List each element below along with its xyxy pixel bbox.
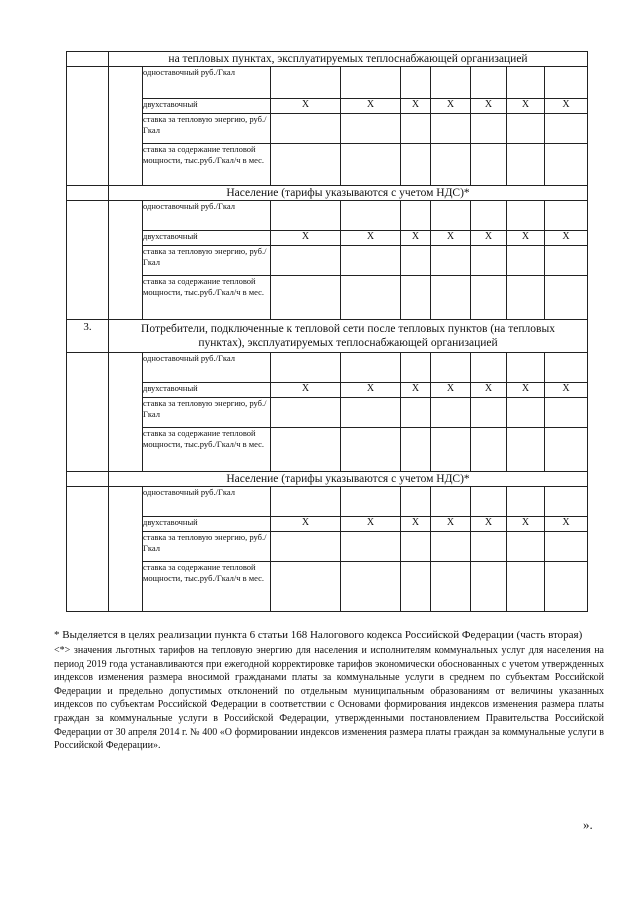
energy-rate-label: ставка за тепловую энергию, руб./Гкал	[143, 398, 271, 428]
x-mark: X	[431, 517, 471, 532]
footnote-preferential-tariffs: <*> значения льготных тарифов на тепловую энергию для населения и исполнителям коммунальных услуг для населения на период 2019 года устанавливаются при ежегодной корректировке тарифов экономически обоснованных с учетом утвержденных индексов изменения размера вносимой гражданами платы за коммунальные услуги в среднем по субъектам Российской Федерации и предельно допустимых отклонений по отдельным муниципальным образованиям от величины указанных индексов по субъектам Российской Федерации в соответствии с Основами формирования индексов изменения размера платы граждан за коммунальные услуги в Российской Федерации, утвержденными постановлением Правительства Российской Федерации от 30 апреля 2014 г. № 400 «О формировании индексов изменения размера платы граждан за коммунальные услуги в Российской Федерации».	[54, 645, 604, 752]
energy-rate-label: ставка за тепловую энергию, руб./Гкал	[143, 114, 271, 144]
x-mark: X	[431, 383, 471, 398]
x-mark: X	[401, 383, 431, 398]
x-mark: X	[507, 517, 545, 532]
x-mark: X	[471, 383, 507, 398]
x-mark: X	[341, 99, 401, 114]
row-number-cell	[67, 67, 109, 186]
one-part-label: одноставочный руб./Гкал	[143, 201, 271, 231]
sub-cell	[109, 67, 143, 186]
x-mark: X	[271, 99, 341, 114]
capacity-rate-label: ставка за содержание тепловой мощности, тыс.руб./Гкал/ч в мес.	[143, 428, 271, 472]
x-mark: X	[545, 517, 588, 532]
x-mark: X	[431, 99, 471, 114]
x-mark: X	[341, 517, 401, 532]
sub-cell	[109, 201, 143, 320]
x-mark: X	[271, 517, 341, 532]
x-mark: X	[545, 99, 588, 114]
one-part-label: одноставочный руб./Гкал	[143, 353, 271, 383]
x-mark: X	[471, 99, 507, 114]
energy-rate-label: ставка за тепловую энергию, руб./Гкал	[143, 532, 271, 562]
section-title: Население (тарифы указываются с учетом НДС)*	[109, 472, 588, 487]
row-number-cell	[67, 186, 109, 201]
one-part-label: одноставочный руб./Гкал	[143, 487, 271, 517]
row-number-cell	[67, 52, 109, 67]
section-title: Население (тарифы указываются с учетом НДС)*	[109, 186, 588, 201]
x-mark: X	[431, 231, 471, 246]
x-mark: X	[271, 383, 341, 398]
x-mark: X	[471, 517, 507, 532]
two-part-label: двухставочный	[143, 383, 271, 398]
sub-cell	[109, 353, 143, 472]
row-number-cell	[67, 487, 109, 612]
one-part-label: одноставочный руб./Гкал	[143, 67, 271, 99]
x-mark: X	[545, 231, 588, 246]
two-part-label: двухставочный	[143, 231, 271, 246]
capacity-rate-label: ставка за содержание тепловой мощности, тыс.руб./Гкал/ч в мес.	[143, 276, 271, 320]
footnotes	[54, 628, 604, 753]
x-mark: X	[471, 231, 507, 246]
capacity-rate-label: ставка за содержание тепловой мощности, тыс.руб./Гкал/ч в мес.	[143, 144, 271, 186]
x-mark: X	[341, 383, 401, 398]
row-number: 3.	[67, 320, 109, 353]
x-mark: X	[507, 99, 545, 114]
two-part-label: двухставочный	[143, 517, 271, 532]
energy-rate-label: ставка за тепловую энергию, руб./Гкал	[143, 246, 271, 276]
sub-cell	[109, 487, 143, 612]
row-number-cell	[67, 472, 109, 487]
two-part-label: двухставочный	[143, 99, 271, 114]
capacity-rate-label: ставка за содержание тепловой мощности, тыс.руб./Гкал/ч в мес.	[143, 562, 271, 612]
x-mark: X	[401, 231, 431, 246]
x-mark: X	[271, 231, 341, 246]
row-number-cell	[67, 353, 109, 472]
x-mark: X	[507, 231, 545, 246]
x-mark: X	[341, 231, 401, 246]
footnote-vat: * Выделяется в целях реализации пункта 6 статьи 168 Налогового кодекса Российской Федерации (часть вторая)	[54, 629, 583, 641]
closing-quote: ».	[583, 817, 593, 832]
section-title: на тепловых пунктах, эксплуатируемых теплоснабжающей организацией	[109, 52, 588, 67]
x-mark: X	[507, 383, 545, 398]
x-mark: X	[401, 517, 431, 532]
row-number-cell	[67, 201, 109, 320]
section-title: Потребители, подключенные к тепловой сети после тепловых пунктов (на тепловых пунктах), эксплуатируемых теплоснабжающей организацией	[109, 320, 588, 353]
tariff-table	[66, 51, 588, 612]
x-mark: X	[401, 99, 431, 114]
x-mark: X	[545, 383, 588, 398]
